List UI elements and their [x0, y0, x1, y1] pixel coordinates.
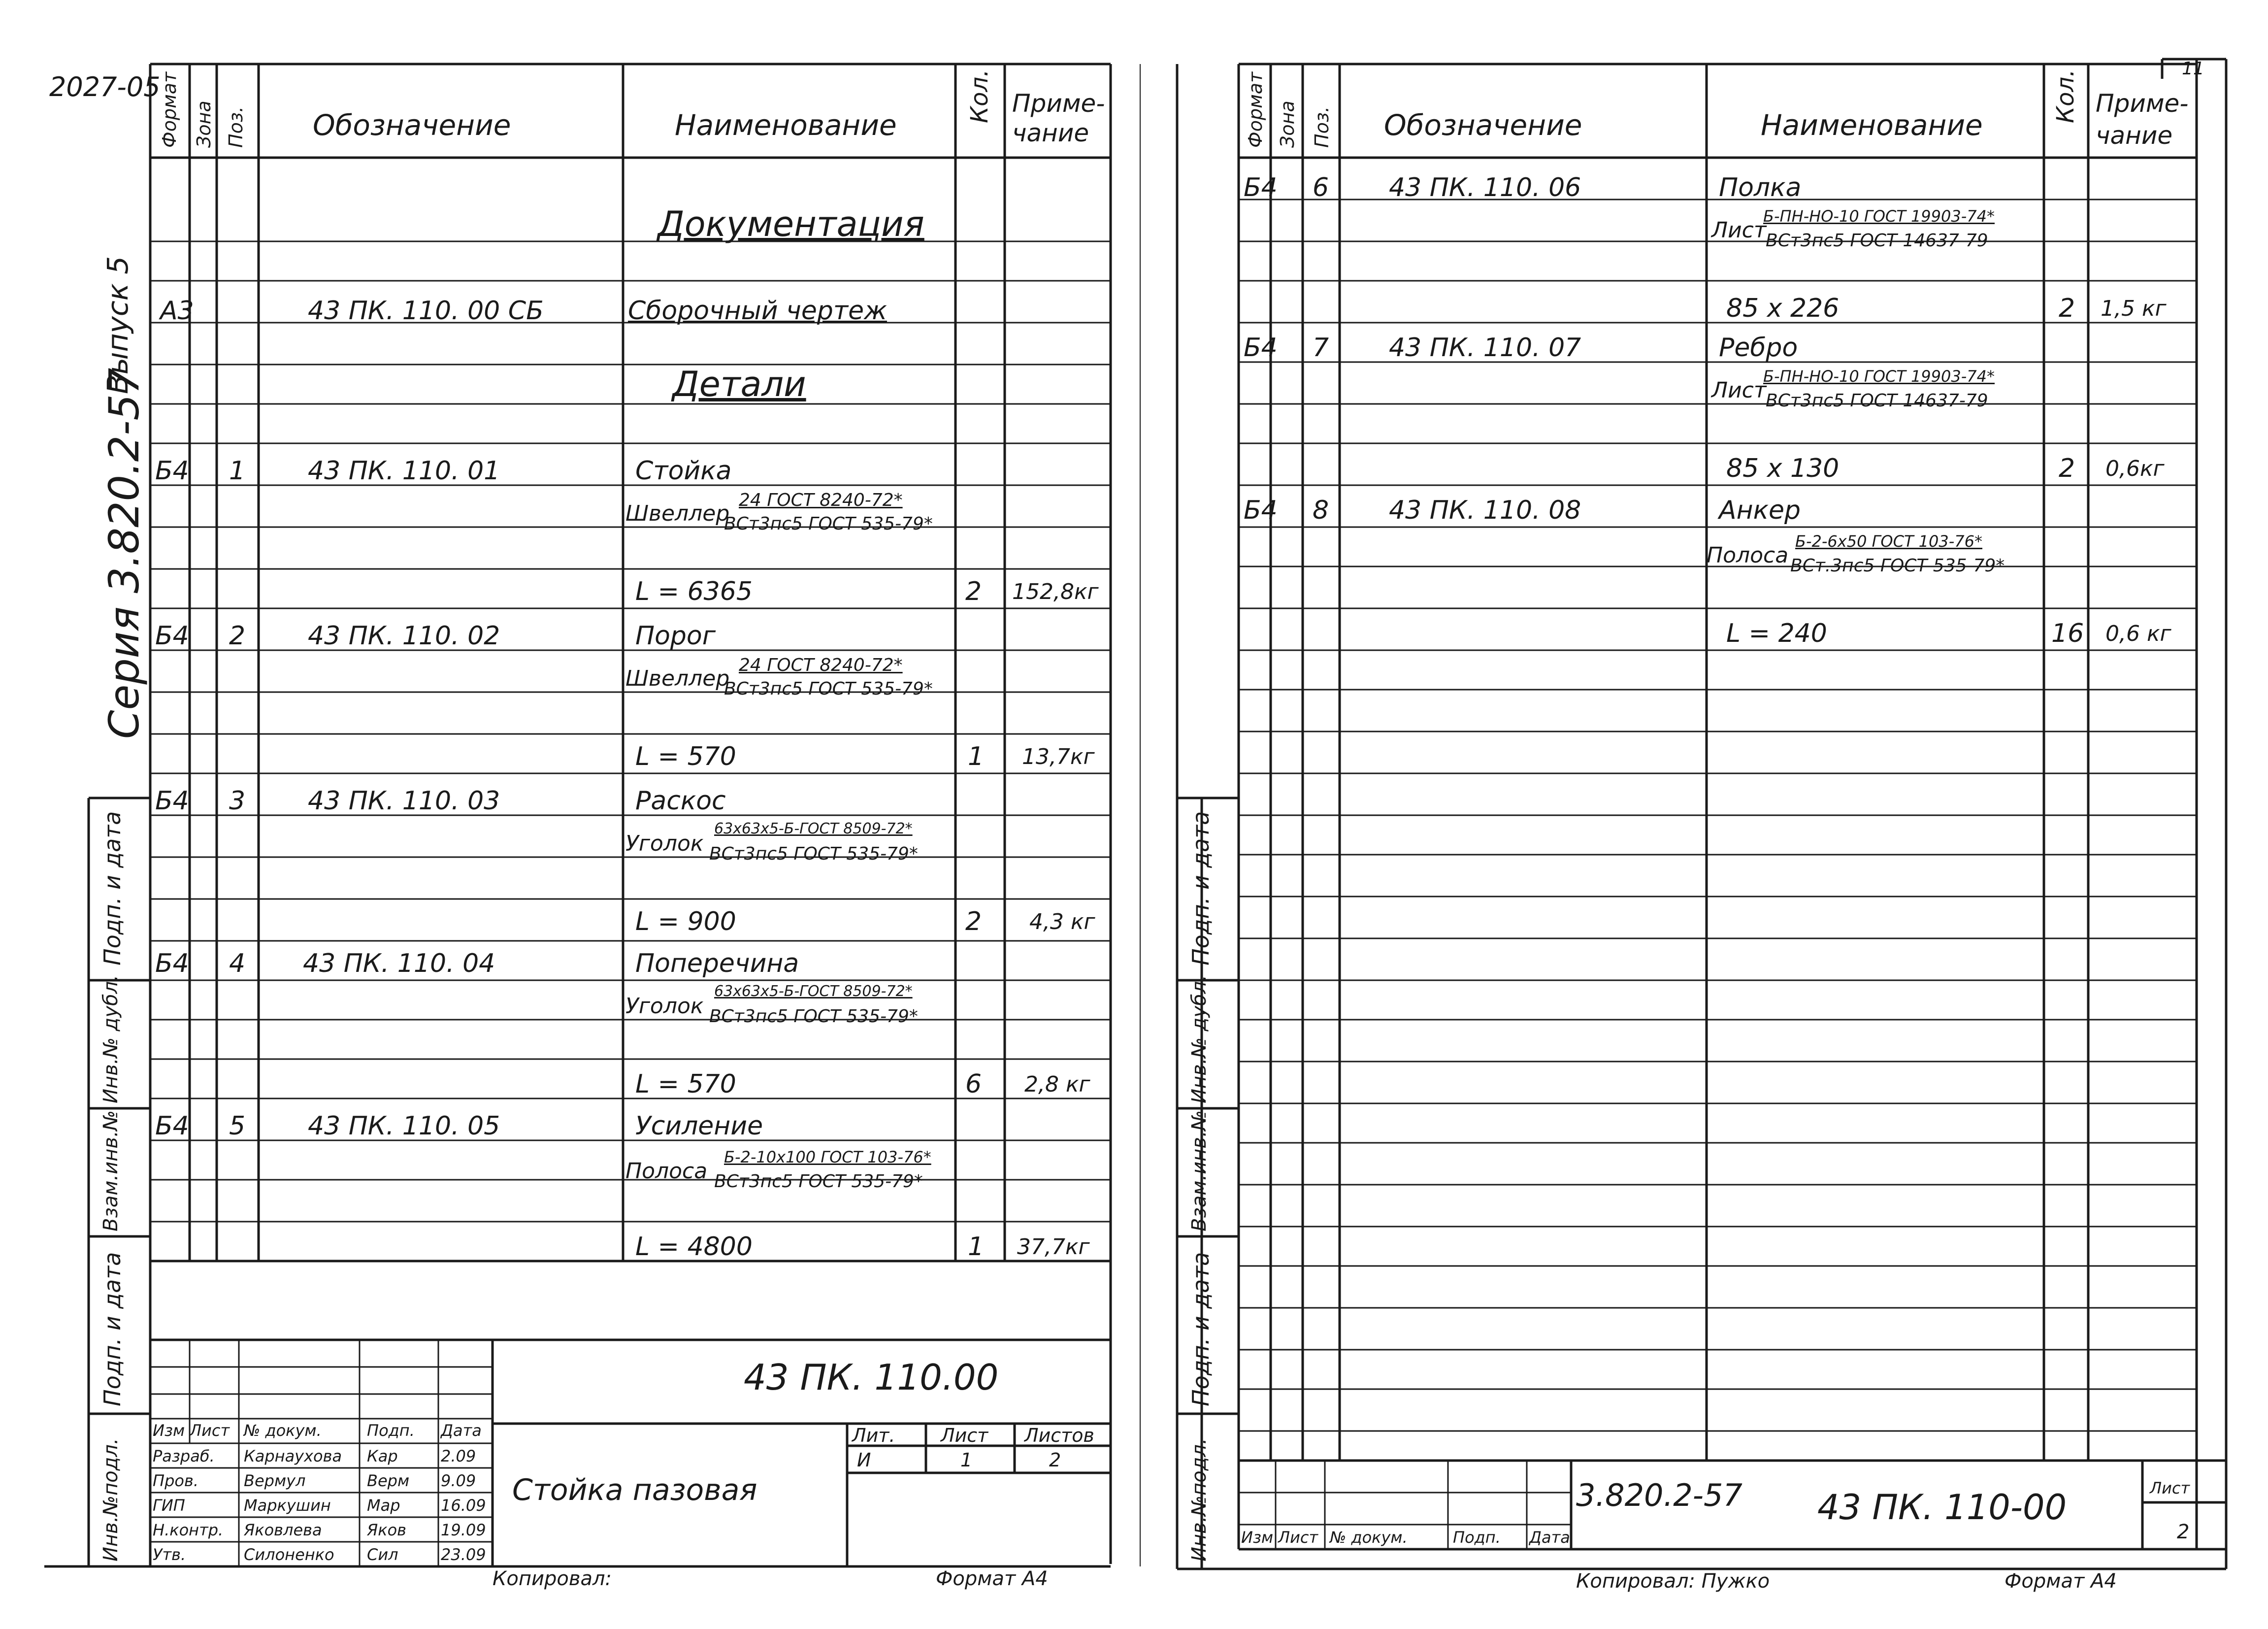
stamp-inv-dubl: Инв.№ дубл. — [99, 975, 122, 1103]
tb-role-2: Пров. — [153, 1471, 198, 1490]
part1-pos: 1 — [229, 456, 246, 486]
section-documentation: Документация — [657, 204, 924, 244]
part1-size: L = 6365 — [635, 577, 753, 606]
tb-col-data: Дата — [441, 1421, 482, 1440]
part5-name: Усиление — [635, 1111, 763, 1141]
part7-designation: 43 ПК. 110. 07 — [1389, 333, 1581, 363]
r-tb-col-data: Дата — [1529, 1528, 1570, 1547]
part3-mat-label: Уголок — [625, 831, 704, 856]
r-hdr-note-2: чание — [2096, 121, 2173, 150]
part3-format: Б4 — [155, 786, 189, 816]
part6-mat-bot: ВСт3пс5 ГОСТ 14637-79 — [1766, 231, 1988, 251]
part4-designation: 43 ПК. 110. 04 — [303, 949, 495, 978]
tb-date-4: 19.09 — [441, 1521, 486, 1539]
r-tb-col-ndoc: № докум. — [1330, 1528, 1408, 1547]
tb-name-1: Карнаухова — [244, 1447, 342, 1465]
hdr-name: Наименование — [675, 108, 897, 142]
hdr-format: Формат — [159, 71, 180, 148]
r-tb-col-podp: Подп. — [1453, 1528, 1501, 1547]
stamp-podp-data: Подп. и дата — [99, 811, 126, 965]
part8-format: Б4 — [1244, 496, 1278, 525]
part1-name: Стойка — [635, 456, 732, 486]
r-hdr-name: Наименование — [1761, 108, 1983, 142]
part8-pos: 8 — [1313, 496, 1329, 525]
tb-role-5: Утв. — [153, 1545, 186, 1564]
tb-date-3: 16.09 — [441, 1496, 486, 1515]
corner-code: 2027-05 — [49, 71, 161, 102]
section-parts: Детали — [672, 364, 806, 404]
tb-sign-2: Верм — [367, 1471, 410, 1490]
part8-qty: 16 — [2051, 619, 2084, 648]
r-hdr-qty: Кол. — [2052, 69, 2079, 123]
stamp-podp-data-r: Подп. и дата — [1187, 811, 1214, 965]
part4-name: Поперечина — [635, 949, 799, 978]
tb-sign-5: Сил — [367, 1545, 398, 1564]
part8-note: 0,6 кг — [2105, 621, 2171, 646]
part4-size: L = 570 — [635, 1069, 736, 1099]
footer-right-copied: Копировал: Пужко — [1576, 1570, 1770, 1593]
tb-date-1: 2.09 — [441, 1447, 476, 1465]
hdr-pos: Поз. — [225, 106, 247, 148]
part6-qty: 2 — [2059, 294, 2075, 323]
part4-mat-bot: ВСт3пс5 ГОСТ 535-79* — [709, 1006, 918, 1027]
part2-pos: 2 — [229, 621, 246, 651]
part4-note: 2,8 кг — [1024, 1072, 1090, 1097]
stamp-vzam-inv-r: Взам.инв.№ — [1188, 1110, 1211, 1231]
tb-role-1: Разраб. — [153, 1447, 215, 1465]
stamp-inv-podl-r: Инв.№подл. — [1188, 1438, 1211, 1562]
tb-right-sheet-label: Лист — [2150, 1479, 2190, 1497]
doc-name: Сборочный чертеж — [628, 296, 887, 326]
part3-mat-top: 63x63x5-Б-ГОСТ 8509-72* — [714, 820, 913, 837]
part5-note: 37,7кг — [1017, 1234, 1090, 1260]
r-hdr-note-1: Приме- — [2096, 89, 2189, 118]
part1-designation: 43 ПК. 110. 01 — [308, 456, 500, 486]
stamp-inv-dubl-r: Инв.№ дубл. — [1188, 975, 1211, 1103]
footer-left-format: Формат А4 — [936, 1567, 1048, 1590]
tb-col-ndoc: № докум. — [244, 1421, 322, 1440]
stamp-podp-data2-r: Подп. и дата — [1187, 1252, 1214, 1406]
part2-mat-top: 24 ГОСТ 8240-72* — [739, 655, 903, 675]
issue-title: Выпуск 5 — [101, 256, 134, 394]
part6-mat-top: Б-ПН-НО-10 ГОСТ 19903-74* — [1763, 207, 1995, 226]
part8-mat-top: Б-2-6x50 ГОСТ 103-76* — [1795, 532, 1983, 551]
part4-format: Б4 — [155, 949, 189, 978]
part6-designation: 43 ПК. 110. 06 — [1389, 173, 1581, 202]
tb-date-5: 23.09 — [441, 1545, 486, 1564]
tb-col-list: Лист — [190, 1421, 230, 1440]
tb-lit-value: И — [857, 1449, 871, 1471]
tb-col-podp: Подп. — [367, 1421, 415, 1440]
part4-pos: 4 — [229, 949, 246, 978]
footer-left-copied: Копировал: — [493, 1567, 612, 1590]
part2-mat-label: Швеллер — [625, 666, 730, 691]
tb-name-5: Силоненко — [244, 1545, 334, 1564]
part7-name: Ребро — [1719, 333, 1798, 363]
part4-mat-top: 63x63x5-Б-ГОСТ 8509-72* — [714, 983, 913, 1000]
part2-name: Порог — [635, 621, 716, 651]
tb-date-2: 9.09 — [441, 1471, 476, 1490]
tb-lit-label: Лит. — [852, 1425, 895, 1446]
tb-role-4: Н.контр. — [153, 1521, 224, 1539]
tb-name-4: Яковлева — [244, 1521, 322, 1539]
hdr-zone: Зона — [193, 100, 215, 148]
part7-mat-top: Б-ПН-НО-10 ГОСТ 19903-74* — [1763, 367, 1995, 386]
stamp-vzam-inv: Взам.инв.№ — [99, 1110, 122, 1231]
part8-size: L = 240 — [1726, 619, 1827, 648]
part6-mat-label: Лист — [1711, 218, 1767, 243]
tb-sign-4: Яков — [367, 1521, 406, 1539]
hdr-note-1: Приме- — [1012, 89, 1105, 118]
series-title: Серия 3.820.2-57 — [100, 367, 148, 739]
part1-note: 152,8кг — [1012, 579, 1099, 604]
part1-format: Б4 — [155, 456, 189, 486]
r-hdr-format: Формат — [1245, 71, 1266, 148]
tb-right-designation: 43 ПК. 110-00 — [1817, 1487, 2067, 1528]
part2-designation: 43 ПК. 110. 02 — [308, 621, 500, 651]
part3-size: L = 900 — [635, 907, 736, 936]
part6-format: Б4 — [1244, 173, 1278, 202]
tb-role-3: ГИП — [153, 1496, 185, 1515]
part5-format: Б4 — [155, 1111, 189, 1141]
part3-note: 4,3 кг — [1029, 909, 1095, 934]
part5-mat-top: Б-2-10x100 ГОСТ 103-76* — [724, 1148, 931, 1166]
part5-qty: 1 — [968, 1232, 985, 1262]
part2-qty: 1 — [968, 742, 985, 771]
tb-left-designation: 43 ПК. 110.00 — [744, 1357, 999, 1398]
tb-sheets-value: 2 — [1049, 1449, 1061, 1471]
tb-sign-1: Кар — [367, 1447, 398, 1465]
tb-col-izm: Изм — [153, 1421, 185, 1440]
tb-name-3: Маркушин — [244, 1496, 331, 1515]
part3-qty: 2 — [965, 907, 982, 936]
r-tb-col-izm: Изм — [1241, 1528, 1274, 1547]
part6-name: Полка — [1719, 173, 1802, 202]
part5-size: L = 4800 — [635, 1232, 753, 1262]
hdr-note-2: чание — [1012, 119, 1089, 147]
part4-qty: 6 — [965, 1069, 982, 1099]
part7-qty: 2 — [2059, 454, 2075, 483]
tb-right-sheet-value: 2 — [2177, 1521, 2190, 1543]
doc-format: А3 — [160, 296, 194, 326]
r-hdr-pos: Поз. — [1311, 106, 1333, 148]
part7-mat-bot: ВСт3пс5 ГОСТ 14637-79 — [1766, 391, 1988, 411]
hdr-qty: Кол. — [966, 69, 993, 123]
part6-size: 85 x 226 — [1726, 294, 1840, 323]
part6-pos: 6 — [1313, 173, 1329, 202]
tb-sheet-label: Лист — [941, 1425, 988, 1446]
stamp-podp-data-2: Подп. и дата — [99, 1252, 126, 1406]
part1-mat-bot: ВСт3пс5 ГОСТ 535-79* — [724, 514, 933, 534]
tb-sign-3: Мар — [367, 1496, 400, 1515]
tb-sheet-value: 1 — [960, 1449, 973, 1471]
part5-mat-label: Полоса — [625, 1159, 708, 1184]
r-hdr-zone: Зона — [1277, 100, 1298, 148]
part1-mat-top: 24 ГОСТ 8240-72* — [739, 490, 903, 510]
part1-mat-label: Швеллер — [625, 501, 730, 526]
part7-note: 0,6кг — [2105, 456, 2165, 481]
part2-mat-bot: ВСт3пс5 ГОСТ 535-79* — [724, 679, 933, 699]
part7-mat-label: Лист — [1711, 378, 1767, 403]
part3-mat-bot: ВСт3пс5 ГОСТ 535-79* — [709, 844, 918, 864]
part1-qty: 2 — [965, 577, 982, 606]
footer-right-format: Формат А4 — [2005, 1570, 2117, 1593]
part3-name: Раскос — [635, 786, 726, 816]
part2-format: Б4 — [155, 621, 189, 651]
part4-mat-label: Уголок — [625, 994, 704, 1019]
r-hdr-designation: Обозначение — [1384, 108, 1582, 142]
part8-mat-label: Полоса — [1707, 543, 1789, 568]
part8-mat-bot: ВСт.3пс5 ГОСТ 535-79* — [1790, 556, 2005, 576]
part3-pos: 3 — [229, 786, 246, 816]
part7-size: 85 x 130 — [1726, 454, 1840, 483]
tb-right-series: 3.820.2-57 — [1576, 1477, 1742, 1513]
part5-designation: 43 ПК. 110. 05 — [308, 1111, 500, 1141]
part2-note: 13,7кг — [1022, 744, 1095, 769]
tb-sheets-label: Листов — [1024, 1425, 1094, 1446]
part2-size: L = 570 — [635, 742, 736, 771]
stamp-inv-podl: Инв.№подл. — [99, 1438, 122, 1562]
hdr-designation: Обозначение — [313, 108, 511, 142]
part7-pos: 7 — [1313, 333, 1329, 363]
part8-name: Анкер — [1719, 496, 1801, 525]
doc-designation: 43 ПК. 110. 00 СБ — [308, 296, 544, 326]
part5-mat-bot: ВСт3пс5 ГОСТ 535-79* — [714, 1171, 923, 1192]
tb-left-title: Стойка пазовая — [512, 1473, 757, 1507]
page-number: 11 — [2182, 59, 2204, 79]
part6-note: 1,5 кг — [2101, 296, 2167, 321]
part8-designation: 43 ПК. 110. 08 — [1389, 496, 1581, 525]
r-tb-col-list: Лист — [1278, 1528, 1318, 1547]
part5-pos: 5 — [229, 1111, 246, 1141]
part7-format: Б4 — [1244, 333, 1278, 363]
part3-designation: 43 ПК. 110. 03 — [308, 786, 500, 816]
tb-name-2: Вермул — [244, 1471, 306, 1490]
